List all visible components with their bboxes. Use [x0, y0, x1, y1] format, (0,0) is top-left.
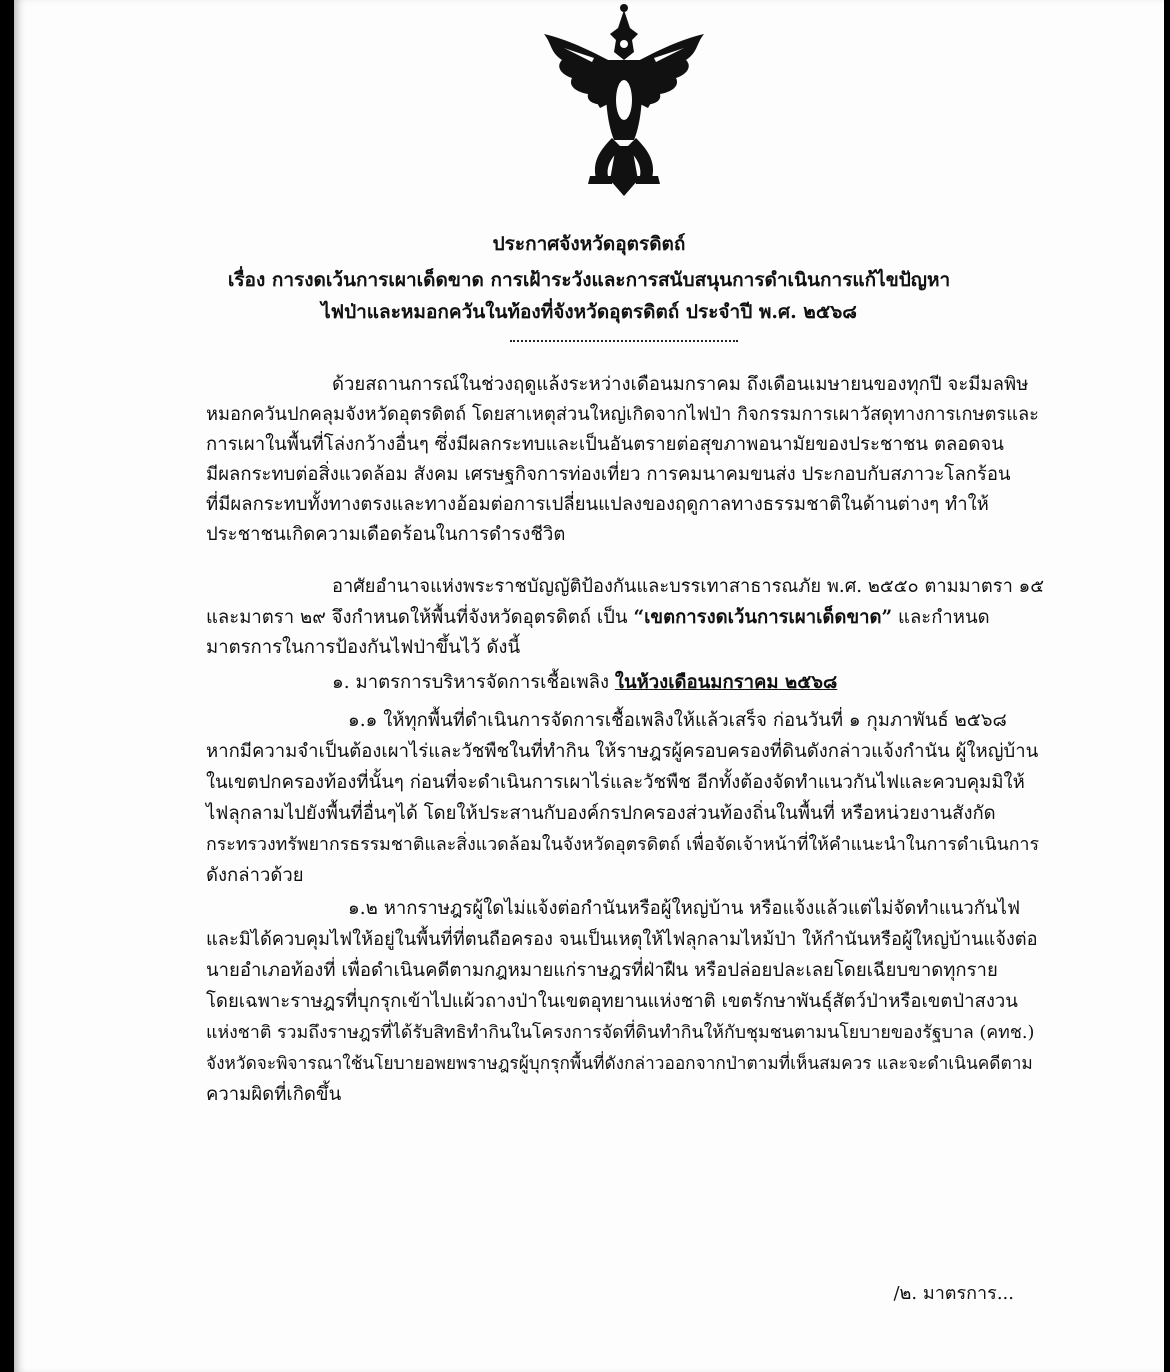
paragraph-1-line: หมอกควันปกคลุมจังหวัดอุตรดิตถ์ โดยสาเหตุส่วนใหญ่เกิดจากไฟป่า กิจกรรมการเผาวัสดุทางการเกษตรและ: [206, 404, 1039, 425]
item-1-1-line: ๑.๑ ให้ทุกพื้นที่ดำเนินการจัดการเชื้อเพลิงให้แล้วเสร็จ ก่อนวันที่ ๑ กุมภาพันธ์ ๒๕๖๘: [348, 710, 1007, 731]
item-1-2-line: นายอำเภอท้องที่ เพื่อดำเนินคดีตามกฎหมายแก่ราษฎรที่ฝ่าฝืน หรือปล่อยปละเลยโดยเฉียบขาดทุกราย: [206, 960, 998, 981]
item-1-1-line: ดังกล่าวด้วย: [206, 865, 304, 886]
item-1-1-line: ไฟลุกลามไปยังพื้นที่อื่นๆได้ โดยให้ประสานกับองค์กรปกครองส่วนท้องถิ่นในพื้นที่ หรือหน่วยงานสังกัด: [206, 803, 996, 824]
garuda-emblem-icon: [534, 0, 714, 205]
item-1-1-line: กระทรวงทรัพยากรธรรมชาติและสิ่งแวดล้อมในจังหวัดอุตรดิตถ์ เพื่อจัดเจ้าหน้าที่ให้คำแนะนำในการดำเนินการ: [206, 835, 1039, 855]
paragraph-1-line: ด้วยสถานการณ์ในช่วงฤดูแล้งระหว่างเดือนมกราคม ถึงเดือนเมษายนของทุกปี จะมีมลพิษ: [332, 374, 1029, 395]
paragraph-1-line: การเผาในพื้นที่โล่งกว้างอื่นๆ ซึ่งมีผลกระทบและเป็นอันตรายต่อสุขภาพอนามัยของประชาชน ตลอดจน: [206, 434, 1004, 455]
item-1-1-line: ในเขตปกครองท้องที่นั้นๆ ก่อนที่จะดำเนินการเผาไร่และวัชพืช อีกทั้งต้องจัดทำแนวกันไฟและควบคุมมิให้: [206, 772, 1025, 793]
paragraph-2-line: มาตรการในการป้องกันไฟป่าขึ้นไว้ ดังนี้: [206, 637, 521, 658]
paragraph-2-text: และมาตรา ๒๙ จึงกำหนดให้พื้นที่จังหวัดอุตรดิตถ์ เป็น: [206, 607, 634, 628]
paragraph-2-line: [206, 603, 990, 633]
paragraph-1-line: มีผลกระทบต่อสิ่งแวดล้อม สังคม เศรษฐกิจการท่องเที่ยว การคมนาคมขนส่ง ประกอบกับสภาวะโลกร้อน: [206, 464, 1011, 485]
announcement-title: ประกาศจังหวัดอุตรดิตถ์: [492, 233, 686, 255]
subject-line-2: ไฟป่าและหมอกควันในท้องที่จังหวัดอุตรดิตถ์ ประจำปี พ.ศ. ๒๕๖๘: [321, 301, 857, 323]
item-1-2-line: โดยเฉพาะราษฎรที่บุกรุกเข้าไปแผ้วถางป่าในเขตอุทยานแห่งชาติ เขตรักษาพันธุ์สัตว์ป่าหรือเขตป่าสงวน: [206, 991, 1018, 1012]
paragraph-2-text: และกำหนด: [892, 607, 990, 628]
item-1-2-line: และมิได้ควบคุมไฟให้อยู่ในพื้นที่ที่ตนถือครอง จนเป็นเหตุให้ไฟลุกลามไหม้ป่า ให้กำนันหรือผู้ใหญ่บ้านแจ้งต่อ: [206, 929, 1038, 950]
measure-1-heading-text: ๑. มาตรการบริหารจัดการเชื้อเพลิง: [332, 672, 615, 693]
no-burning-zone-label: “เขตการงดเว้นการเผาเด็ดขาด”: [633, 607, 893, 628]
paragraph-2-line: อาศัยอำนาจแห่งพระราชบัญญัติป้องกันและบรรเทาสาธารณภัย พ.ศ. ๒๕๕๐ ตามมาตรา ๑๕: [332, 576, 1045, 597]
paragraph-1-line: ประชาชนเกิดความเดือดร้อนในการดำรงชีวิต: [206, 524, 566, 545]
dotted-divider: [510, 340, 738, 342]
measure-1-period: ในห้วงเดือนมกราคม ๒๕๖๘: [614, 672, 838, 693]
item-1-2-line: ความผิดที่เกิดขึ้น: [206, 1084, 342, 1105]
measure-1-heading: [332, 668, 837, 698]
document-page: [14, 0, 1164, 1372]
subject-line-1: เรื่อง การงดเว้นการเผาเด็ดขาด การเฝ้าระวังและการสนับสนุนการดำเนินการแก้ไขปัญหา: [227, 269, 951, 291]
paragraph-1-line: ที่มีผลกระทบทั้งทางตรงและทางอ้อมต่อการเปลี่ยนแปลงของฤดูกาลทางธรรมชาติในด้านต่างๆ ทำให้: [206, 494, 989, 515]
page-continuation: /๒. มาตรการ...: [893, 1283, 1014, 1304]
item-1-2-line: จังหวัดจะพิจารณาใช้นโยบายอพยพราษฎรผู้บุกรุกพื้นที่ดังกล่าวออกจากป่าตามที่เห็นสมควร และจะดำเนินคดีตาม: [206, 1054, 1033, 1074]
item-1-1-line: หากมีความจำเป็นต้องเผาไร่และวัชพืชในที่ทำกิน ให้ราษฎรผู้ครอบครองที่ดินดังกล่าวแจ้งกำนัน ผู้ใหญ่บ้าน: [206, 741, 1039, 762]
item-1-2-line: ๑.๒ หากราษฎรผู้ใดไม่แจ้งต่อกำนันหรือผู้ใหญ่บ้าน หรือแจ้งแล้วแต่ไม่จัดทำแนวกันไฟ: [348, 898, 1021, 919]
item-1-2-line: แห่งชาติ รวมถึงราษฎรที่ได้รับสิทธิทำกินในโครงการจัดที่ดินทำกินให้กับชุมชนตามนโยบายของรัฐบาล (คทช.): [206, 1023, 1035, 1043]
